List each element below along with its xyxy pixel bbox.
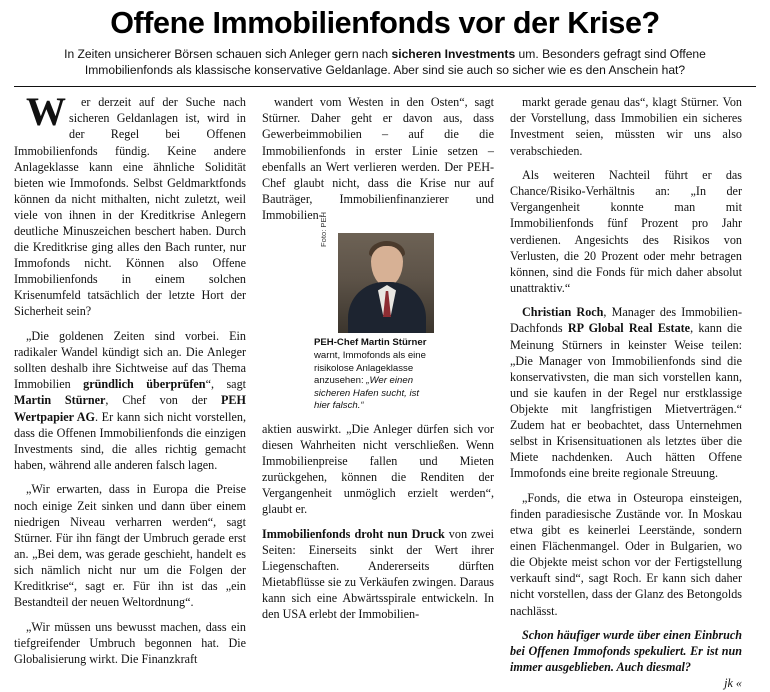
- paragraph-markt-usa: markt gerade genau das“, klagt Stürner. Von der Vorstellung, dass Immobilien ein sicheres Investment seien, müssten wir uns also verabschieden.: [510, 95, 742, 158]
- p2-company-peh: PEH Wertpapier AG: [14, 393, 246, 424]
- p3-lead-in: Immobilienfonds droht nun Druck: [262, 526, 445, 541]
- article-columns: [14, 89, 756, 691]
- paragraph-finanzkraft-ost: wandert vom Westen in den Osten“, sagt Stürner. Daher geht er davon aus, dass Gewerbeimmobilien – auf die die Immobilienfonds in erster Linie setzen – ebenfalls an Wert verlieren werden. Der PEH-Chef glaubt nicht, dass die Krise nur auf Bauträger, Immobilienfinanzierer und Immobilien-: [262, 95, 494, 222]
- paragraph-druck-zwei-seiten: [262, 526, 494, 623]
- p2-a: „Die goldenen Zeiten sind vorbei. Ein radikaler Wandel kündigt sich an. Die Anleger sollten deshalb ihre Sichtweise auf das Thema Immobilien: [14, 329, 246, 392]
- standfirst: [20, 46, 750, 78]
- p2-c: “, sagt: [205, 377, 247, 392]
- paragraph-closing-note: Schon häufiger wurde über einen Einbruch bei Offenen Immofonds spekuliert. Er ist nun immer ausgeblieben. Auch diesmal?: [510, 628, 742, 675]
- caption-body: warnt, Immofonds als eine risikolose Anlageklasse anzusehen:: [314, 350, 426, 387]
- p3-name-roch: Christian Roch: [522, 305, 604, 320]
- standfirst-part-1: In Zeiten unsicherer Börsen schauen sich Anleger gern nach: [64, 47, 392, 62]
- page-title: Offene Immobilienfonds vor der Krise?: [110, 6, 660, 40]
- standfirst-part-2: um. Besonders gefragt sind Offene Immobilienfonds als klassische konservative Geldanlage. Aber sind sie auch so sicher wie es den Anschein hat?: [84, 47, 706, 78]
- paragraph-umbruch: „Wir müssen uns bewusst machen, dass ein tiefgreifender Umbruch begonnen hat. Die Globalisierung wirkt. Die Finanzkraft: [14, 619, 246, 666]
- p2-emph-pruefen: gründlich überprüfen: [83, 377, 206, 392]
- header-divider: [14, 86, 756, 87]
- p3-fund-name: RP Global Real Estate: [567, 321, 691, 336]
- p3-rest: von zwei Seiten: Einerseits sinkt der Wert ihrer Liegenschaften. Andererseits dürften Mietabflüsse sie zu Verkäufen zwingen. Daraus kann sich eine Abwärtsspirale entwickeln. In den USA erlebt der Immobilien-: [262, 526, 495, 622]
- portrait-face: [371, 246, 403, 286]
- photo-figure: [312, 211, 438, 417]
- paragraph-preise-sinken: „Wir erwarten, dass in Europa die Preise noch einige Zeit sinken und dann über einem niedrigen Niveau verharren werden“, sagt Stürner. Für ihn fängt der Umbruch gerade erst an. „Bei dem, was gerade geschieht, handelt es sich nämlich nicht nur um die Folgen der Kreditkrise“, sagt er. Für ihn ist das „ein Bestandteil der neuen Weltordnung“.: [14, 482, 246, 610]
- paragraph-lead-text: er derzeit auf der Suche nach sicheren Geldanlagen ist, wird in der Regel bei Offenen Immobilienfonds fündig. Keine andere Anlageklasse kann eine ähnliche Solidität bieten wie Immofonds. Selbst Geldmarktfonds können da nicht mithalten, nicht zuletzt, weil viele von ihnen in der Kreditkrise Anlegern deutliche Minuszeichen beschert haben. Durch die Kreditkrise ging alles den Bach runter, nur Immofonds nicht. Können also Offene Immobilienfonds in einem solchen Krisenumfeld tatsächlich der letzte Hort der Sicherheit sein?: [14, 95, 246, 319]
- p2-name-stuerner: Martin Stürner: [14, 393, 106, 408]
- paragraph-roch: [510, 304, 742, 481]
- photo-wrap: [319, 211, 434, 333]
- paragraph-quote-goldene-zeiten: [14, 328, 246, 473]
- paragraph-chance-risiko: Als weiteren Nachteil führt er das Chance/Risiko-Verhältnis an: „In der Vergangenheit konnte man mit Immobilienfonds fünf Prozent pro Jahr verdienen. Angesichts des Risikos von Verlusten, die 20 Prozent oder mehr betragen können, sind die Fonds für mich daher absolut unattraktiv.“: [510, 168, 742, 295]
- caption-headline: PEH-Chef Martin Stürner: [314, 337, 427, 349]
- paragraph-osteuropa: „Fonds, die etwa in Osteuropa einsteigen, finden paradiesische Zustände vor. In Moskau etwa gibt es keinerlei Leerstände, sondern einen Flächenmangel. Oder in Bulgarien, wo die Objekte meist schon vor der Fertigstellung verkauft sind“, sagt Roch. Er kann sich daher nicht vorstellen, dass der Glanz des Betongolds nachlässt.: [510, 490, 742, 618]
- drop-cap: W: [26, 89, 66, 135]
- column-2: [262, 94, 494, 647]
- photo-block: [314, 211, 436, 413]
- column-1: [14, 89, 247, 666]
- portrait-photo: [338, 233, 434, 333]
- p3-d: , kann die Meinung Stürners in keinster Weise teilen: „Die Manager von Immobilienfonds sind die konservativsten, die man sich vorstellen kann, und sie kaufen in der Regel nur erstklassige Objekte mit langfristigen Mietverträgen.“ Zudem hat er beobachtet, dass Unternehmen selbst in Krisensituationen als letztes über die Miete nachdenken. Auch hätten Offene Immofonds eine breite regionale Streuung.: [510, 321, 742, 481]
- standfirst-highlight: sicheren Investments: [391, 47, 516, 62]
- p2-g: . Er kann sich nicht vorstellen, dass die Offenen Immobilienfonds die einzigen Investments sind, die alles richtig gemacht haben, während alle anderen falsch lagen.: [14, 409, 247, 472]
- p2-e: , Chef von der: [105, 393, 222, 408]
- byline-signoff: jk «: [724, 676, 742, 691]
- photo-credit: Foto: PEH: [319, 211, 328, 248]
- photo-caption: [314, 337, 436, 413]
- caption-quote: „Wer einen sicheren Hafen sucht, ist hier falsch.“: [314, 375, 420, 412]
- column-3: [510, 94, 742, 691]
- paragraph-wahrheiten: aktien auswirkt. „Die Anleger dürfen sich vor diesen Wahrheiten nicht verschließen. Wenn Immobilienpreise fallen und Mieten zurückgehen, können die Renditen der Vergangenheit unmöglich erzielt werden“, glaubt er.: [262, 421, 494, 517]
- paragraph-lead: [14, 89, 246, 319]
- p3-b: , Manager des Immobilien-Dachfonds: [510, 305, 742, 336]
